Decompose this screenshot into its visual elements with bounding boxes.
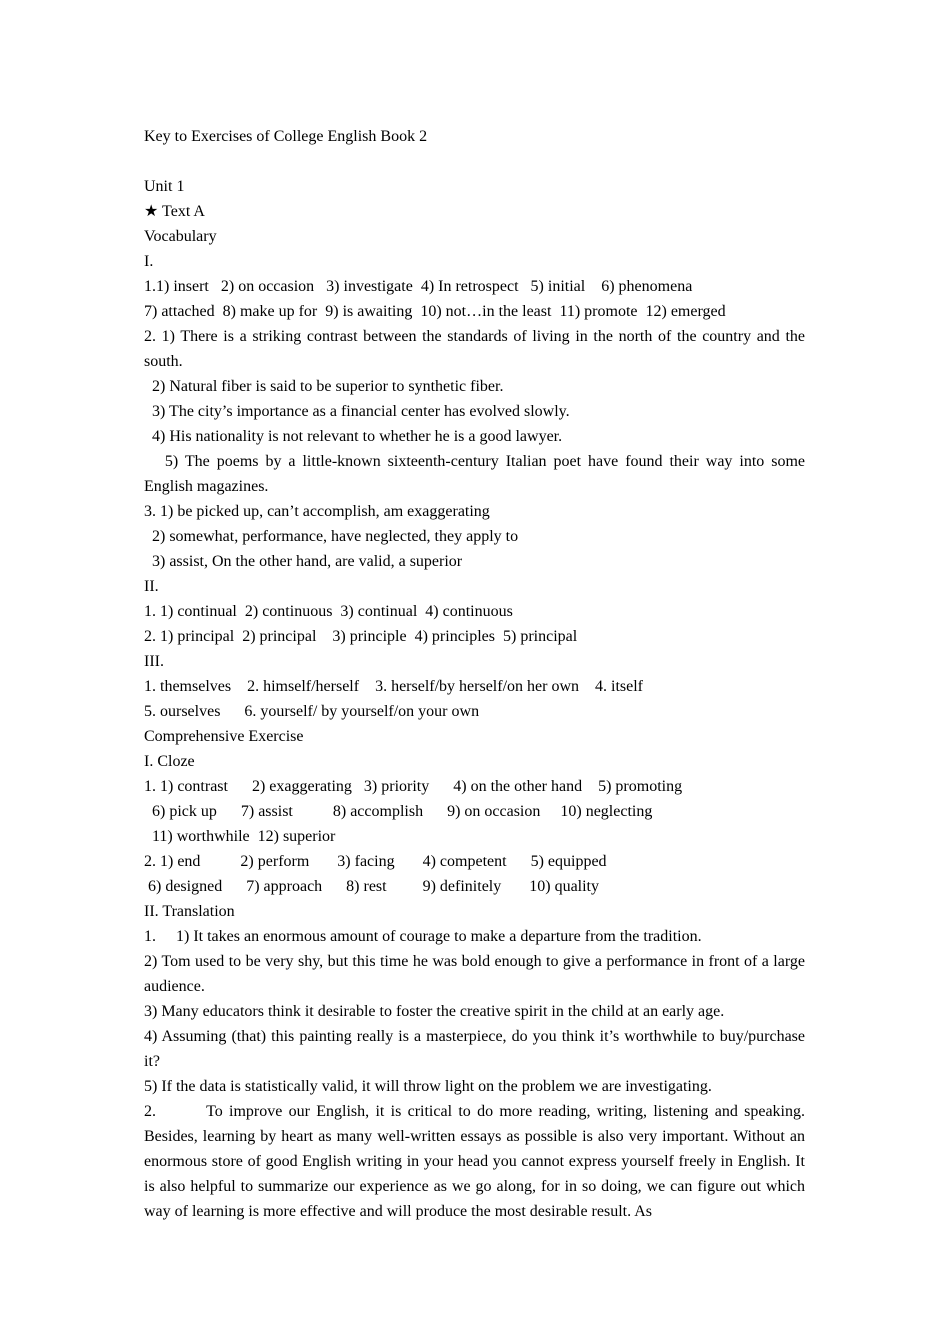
vocab-fill-3: 3) assist, On the other hand, are valid, a superior bbox=[144, 553, 463, 570]
cloze-line-2b: 6) designed 7) approach 8) rest 9) definitely 10) quality bbox=[144, 878, 599, 895]
vocab-sentence-5: 5) The poems by a little-known sixteenth-century Italian poet have found their way into some English magazines. bbox=[144, 453, 810, 495]
section-ii-line-1: 1. 1) continual 2) continuous 3) continual 4) continuous bbox=[144, 603, 513, 620]
section-iii-line-1: 1. themselves 2. himself/herself 3. herself/by herself/on her own 4. itself bbox=[144, 678, 643, 695]
cloze-heading: I. Cloze bbox=[144, 753, 195, 770]
cloze-line-1a: 1. 1) contrast 2) exaggerating 3) priority 4) on the other hand 5) promoting bbox=[144, 778, 683, 795]
translation-paragraph: 2. To improve our English, it is critical to do more reading, writing, listening and speaking. Besides, learning by heart as many well-written essays as possible is also very important. Without an enormous store of good English writing in your head you cannot express yourself freely in English. It is also helpful to summarize our experience as we go along, for in so doing, we can figure out which way of learning is more effective and will produce the most desirable result. As bbox=[144, 1103, 809, 1220]
vocab-sentence-2: 2) Natural fiber is said to be superior to synthetic fiber. bbox=[144, 378, 504, 395]
translation-4: 4) Assuming (that) this painting really is a masterpiece, do you think it’s worthwhile to buy/purchase it? bbox=[144, 1028, 805, 1070]
translation-2: 2) Tom used to be very shy, but this time he was bold enough to give a performance in front of a large audience. bbox=[144, 953, 805, 995]
comprehensive-heading: Comprehensive Exercise bbox=[144, 728, 304, 745]
vocab-fill-2: 2) somewhat, performance, have neglected, they apply to bbox=[144, 528, 519, 545]
cloze-line-1b: 6) pick up 7) assist 8) accomplish 9) on occasion 10) neglecting bbox=[144, 803, 653, 820]
vocabulary-heading: Vocabulary bbox=[144, 228, 217, 245]
vocab-answers-line-2: 7) attached 8) make up for 9) is awaiting 10) not…in the least 11) promote 12) emerged bbox=[144, 303, 726, 320]
vocab-sentence-3: 3) The city’s importance as a financial center has evolved slowly. bbox=[144, 403, 570, 420]
document-title: Key to Exercises of College English Book 2 bbox=[144, 128, 428, 145]
vocab-sentence-4: 4) His nationality is not relevant to whether he is a good lawyer. bbox=[144, 428, 563, 445]
section-i-label: I. bbox=[144, 253, 154, 270]
document-page bbox=[144, 124, 810, 1224]
section-ii-line-2: 2. 1) principal 2) principal 3) principle 4) principles 5) principal bbox=[144, 628, 578, 645]
vocab-fill-1: 3. 1) be picked up, can’t accomplish, am exaggerating bbox=[144, 503, 490, 520]
cloze-line-2a: 2. 1) end 2) perform 3) facing 4) competent 5) equipped bbox=[144, 853, 607, 870]
section-iii-line-2: 5. ourselves 6. yourself/ by yourself/on your own bbox=[144, 703, 480, 720]
translation-5: 5) If the data is statistically valid, it will throw light on the problem we are investigating. bbox=[144, 1078, 712, 1095]
translation-heading: II. Translation bbox=[144, 903, 235, 920]
translation-1: 1. 1) It takes an enormous amount of courage to make a departure from the tradition. bbox=[144, 928, 702, 945]
cloze-line-1c: 11) worthwhile 12) superior bbox=[144, 828, 336, 845]
section-iii-label: III. bbox=[144, 653, 164, 670]
vocab-sentence-1: 2. 1) There is a striking contrast between the standards of living in the north of the country and the south. bbox=[144, 328, 805, 370]
translation-3: 3) Many educators think it desirable to foster the creative spirit in the child at an early age. bbox=[144, 1003, 725, 1020]
section-ii-label: II. bbox=[144, 578, 159, 595]
text-a-heading: ★ Text A bbox=[144, 203, 205, 220]
unit-heading: Unit 1 bbox=[144, 178, 185, 195]
vocab-answers-line-1: 1.1) insert 2) on occasion 3) investigate 4) In retrospect 5) initial 6) phenomena bbox=[144, 278, 693, 295]
blank-line bbox=[144, 149, 805, 174]
